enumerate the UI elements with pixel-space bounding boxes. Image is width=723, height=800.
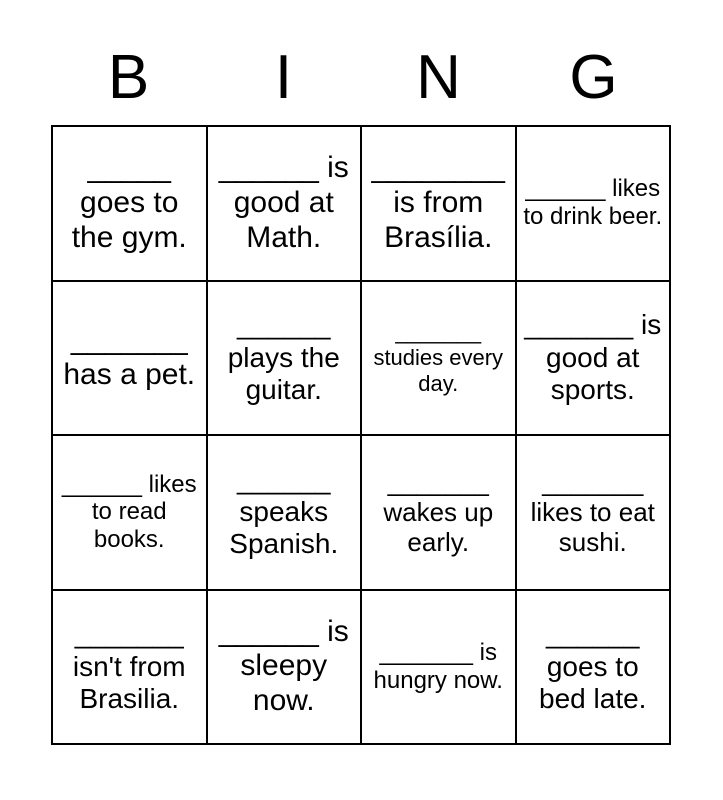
bingo-cell[interactable] [208, 282, 363, 437]
bingo-cell-text: _______ wakes up early. [383, 467, 494, 558]
bingo-cell[interactable] [53, 282, 208, 437]
bingo-cell[interactable] [208, 127, 363, 282]
bingo-cell-text: _____ goes to the gym. [71, 151, 187, 254]
bingo-cell-text: _______ studies every day. [373, 319, 504, 396]
bingo-cell-text: ______ is good at Math. [218, 151, 349, 254]
bingo-header [51, 42, 671, 114]
header-letter-i: I [274, 43, 293, 112]
bingo-cell-text: _______ isn't from Brasilia. [72, 618, 186, 714]
bingo-cell-text: _______ has a pet. [63, 322, 196, 391]
header-letter-g: G [569, 43, 618, 112]
bingo-cell[interactable] [53, 591, 208, 746]
bingo-cell[interactable] [517, 436, 672, 591]
bingo-cell[interactable] [362, 282, 517, 437]
bingo-cell-text: ________ is from Brasília. [371, 151, 505, 254]
bingo-cell[interactable] [53, 436, 208, 591]
bingo-cell-text: ______ is sleepy now. [218, 614, 349, 718]
bingo-cell[interactable] [517, 127, 672, 282]
bingo-cell-text: ______ goes to bed late. [539, 618, 647, 714]
bingo-cell-text: ______ plays the guitar. [227, 309, 340, 405]
bingo-cell[interactable] [362, 591, 517, 746]
bingo-cell[interactable] [517, 282, 672, 437]
bingo-cell[interactable] [208, 436, 363, 591]
bingo-cell-text: ______ likes to read books. [61, 470, 197, 554]
bingo-grid [51, 125, 671, 745]
bingo-cell-text: _______ is hungry now. [373, 638, 503, 694]
bingo-cell-text: _______ likes to eat sushi. [530, 467, 655, 558]
bingo-cell[interactable] [517, 591, 672, 746]
bingo-cell-text: ______ likes to drink beer. [523, 175, 663, 231]
bingo-cell[interactable] [53, 127, 208, 282]
bingo-cell[interactable] [362, 127, 517, 282]
bingo-cell-text: ______ speaks Spanish. [229, 463, 339, 560]
bingo-cell[interactable] [208, 591, 363, 746]
header-letter-b: B [107, 43, 150, 112]
bingo-cell-text: _______ is good at sports. [524, 309, 662, 405]
bingo-cell[interactable] [362, 436, 517, 591]
header-letter-n: N [416, 43, 461, 112]
